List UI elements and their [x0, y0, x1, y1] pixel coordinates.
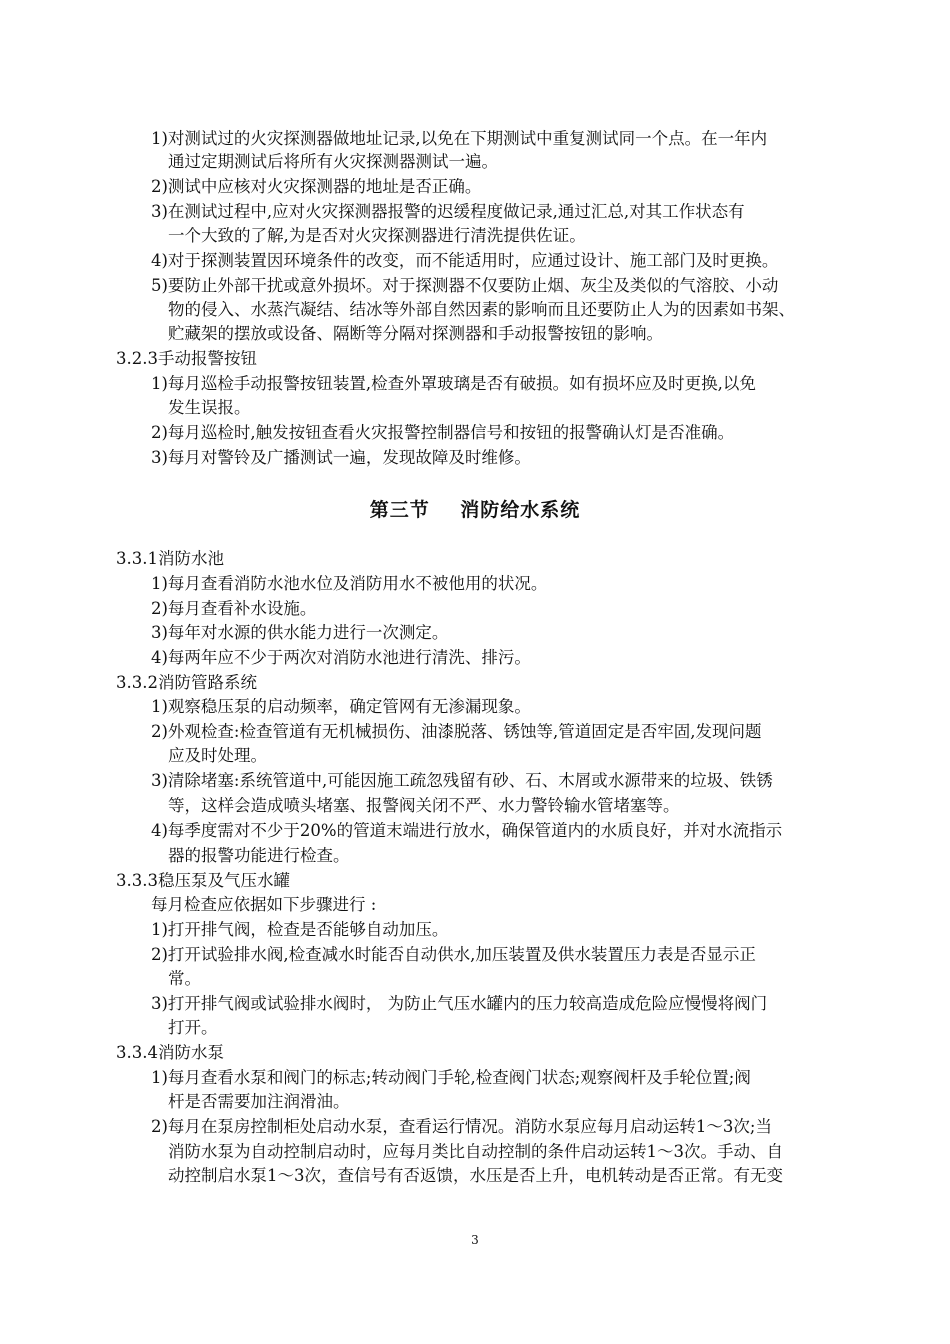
text-line: 3)清除堵塞:系统管道中,可能因施工疏忽残留有砂、石、木屑或水源带来的垃圾、铁锈 — [151, 771, 773, 790]
text-line: 4)每两年应不少于两次对消防水池进行清洗、排污。 — [151, 648, 531, 667]
text-line: 1)打开排气阀，检查是否能够自动加压。 — [151, 920, 449, 939]
text-line: 2)打开试验排水阀,检查减水时能否自动供水,加压装置及供水装置压力表是否显示正 — [151, 945, 756, 964]
text-line: 1)每月巡检手动报警按钮装置,检查外罩玻璃是否有破损。如有损坏应及时更换,以免 — [151, 374, 756, 393]
section-heading: 3.2.3手动报警按钮 — [116, 349, 257, 368]
text-line: 4)对于探测装置因环境条件的改变，而不能适用时，应通过设计、施工部门及时更换。 — [151, 251, 779, 270]
text-line: 4)每季度需对不少于20%的管道末端进行放水，确保管道内的水质良好，并对水流指示 — [151, 821, 783, 840]
text-line: 物的侵入、水蒸汽凝结、结冰等外部自然因素的影响而且还要防止人为的因素如书架、 — [168, 300, 795, 319]
text-line: 3)在测试过程中,应对火灾探测器报警的迟缓程度做记录,通过汇总,对其工作状态有 — [151, 202, 745, 221]
section-heading: 3.3.2消防管路系统 — [116, 673, 257, 692]
text-line: 一个大致的了解,为是否对火灾探测器进行清洗提供佐证。 — [168, 226, 586, 245]
text-line: 每月检查应依据如下步骤进行 : — [151, 895, 377, 914]
text-line: 等，这样会造成喷头堵塞、报警阀关闭不严、水力警铃输水管堵塞等。 — [168, 796, 680, 815]
text-line: 1)每月查看消防水池水位及消防用水不被他用的状况。 — [151, 574, 548, 593]
text-line: 消防水泵为自动控制启动时，应每月类比自动控制的条件启动运转1～3次。手动、自 — [168, 1142, 783, 1161]
page-number: 3 — [471, 1233, 479, 1247]
text-line: 常。 — [168, 969, 201, 988]
text-line: 打开。 — [168, 1018, 218, 1037]
text-line: 2)每月查看补水设施。 — [151, 599, 317, 618]
text-line: 动控制启水泵1～3次，查信号有否返馈，水压是否上升，电机转动是否正常。有无变 — [168, 1166, 783, 1185]
text-line: 3)打开排气阀或试验排水阀时， 为防止气压水罐内的压力较高造成危险应慢慢将阀门 — [151, 994, 768, 1013]
text-line: 2)测试中应核对火灾探测器的地址是否正确。 — [151, 177, 482, 196]
text-line: 2)每月巡检时,触发按钮查看火灾报警控制器信号和按钮的报警确认灯是否准确。 — [151, 423, 735, 442]
section-heading: 3.3.1消防水池 — [116, 549, 224, 568]
text-line: 2)外观检查:检查管道有无机械损伤、油漆脱落、锈蚀等,管道固定是否牢固,发现问题 — [151, 722, 762, 741]
text-line: 发生误报。 — [168, 398, 251, 417]
section-title: 第三节 消防给水系统 — [369, 499, 581, 521]
text-line: 杆是否需要加注润滑油。 — [168, 1092, 350, 1111]
text-line: 1)观察稳压泵的启动频率，确定管网有无渗漏现象。 — [151, 697, 531, 716]
text-line: 通过定期测试后将所有火灾探测器测试一遍。 — [168, 152, 498, 171]
text-line: 1)每月查看水泵和阀门的标志;转动阀门手轮,检查阀门状态;观察阀杆及手轮位置;阀 — [151, 1068, 751, 1087]
text-line: 2)每月在泵房控制柜处启动水泵，查看运行情况。消防水泵应每月启动运转1～3次;当 — [151, 1117, 772, 1136]
text-line: 3)每年对水源的供水能力进行一次测定。 — [151, 623, 449, 642]
text-line: 应及时处理。 — [168, 746, 267, 765]
section-heading: 3.3.4消防水泵 — [116, 1043, 224, 1062]
text-line: 3)每月对警铃及广播测试一遍，发现故障及时维修。 — [151, 448, 531, 467]
text-line: 1)对测试过的火灾探测器做地址记录,以免在下期测试中重复测试同一个点。在一年内 — [151, 129, 768, 148]
text-line: 器的报警功能进行检查。 — [168, 846, 350, 865]
text-line: 贮藏架的摆放或设备、隔断等分隔对探测器和手动报警按钮的影响。 — [168, 324, 663, 343]
text-line: 5)要防止外部干扰或意外损坏。对于探测器不仅要防止烟、灰尘及类似的气溶胶、小动 — [151, 276, 779, 295]
section-heading: 3.3.3稳压泵及气压水罐 — [116, 871, 290, 890]
